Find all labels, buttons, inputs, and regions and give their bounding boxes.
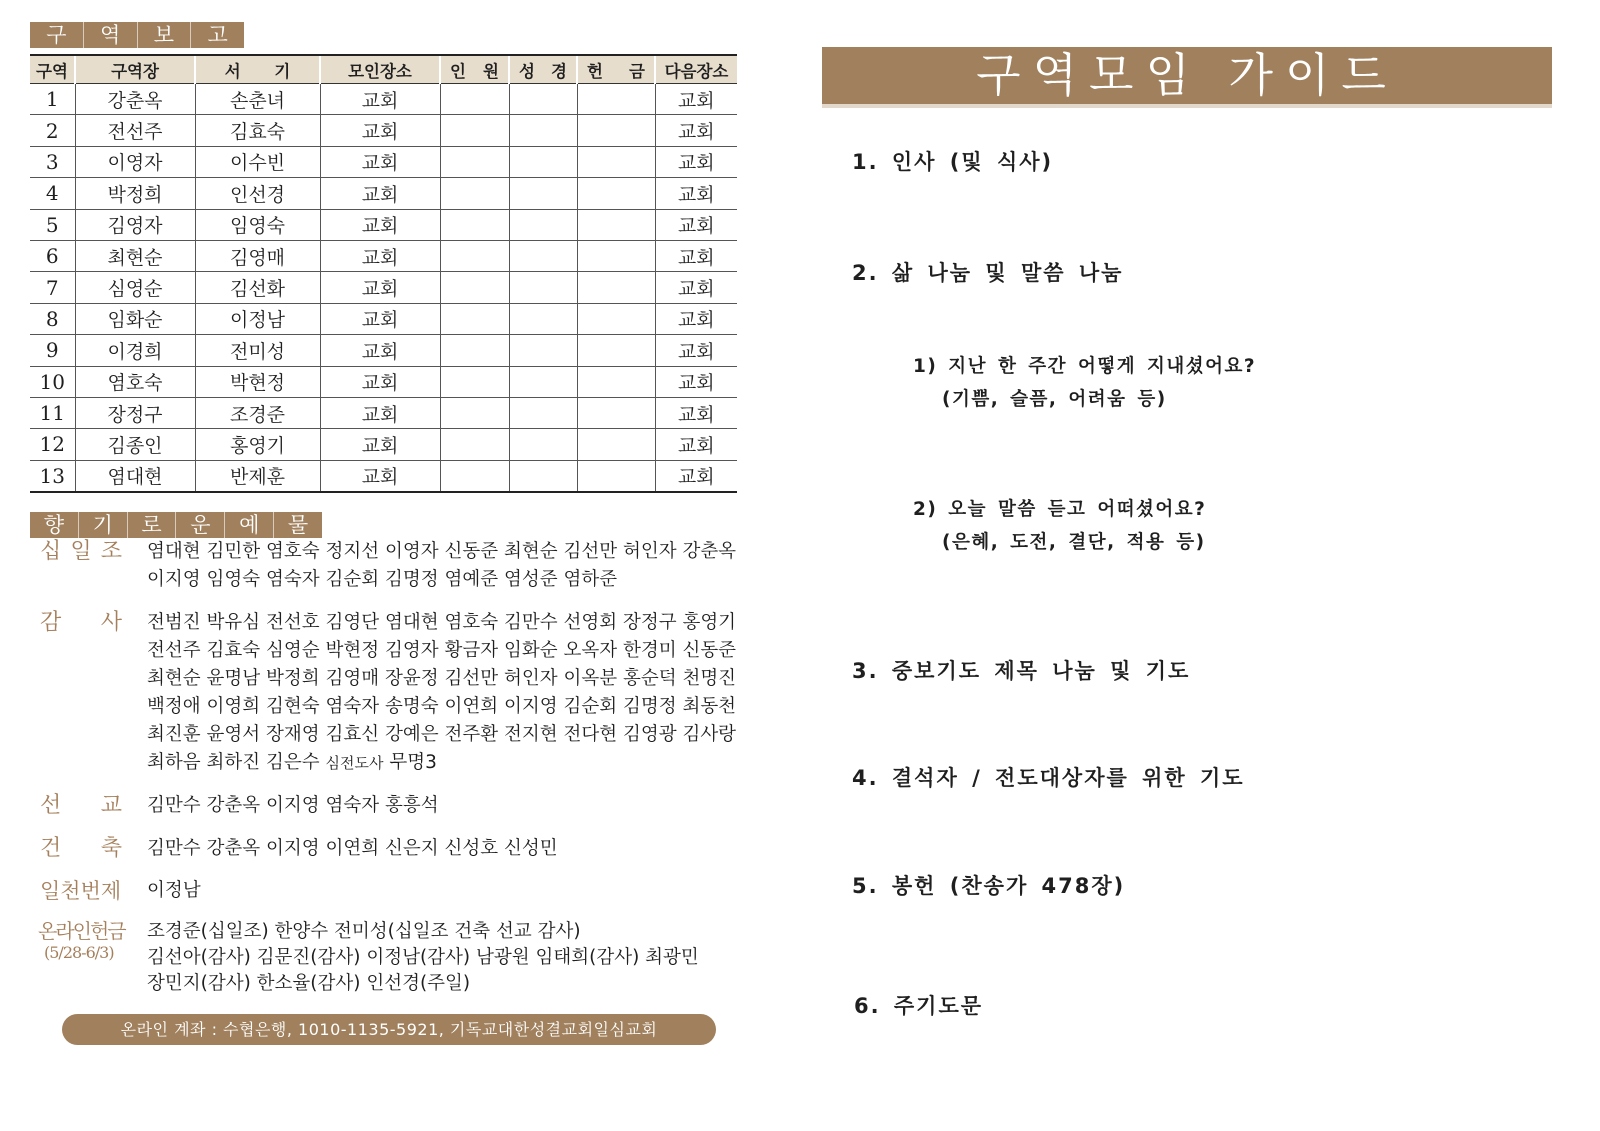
meeting-place-cell: 교회: [320, 240, 440, 271]
next-place-cell: 교회: [655, 146, 737, 177]
district-report-table: [30, 54, 737, 493]
offering-line: [147, 749, 736, 777]
next-place-cell: 교회: [655, 178, 737, 209]
district-number-cell: 6: [30, 240, 75, 271]
offering-label: 십 일 조: [40, 539, 122, 564]
attendance-cell: [440, 84, 509, 115]
district-report-body: [30, 84, 737, 492]
attendance-cell: [440, 272, 509, 303]
next-place-cell: 교회: [655, 460, 737, 491]
offering-names: [147, 835, 558, 863]
bible-reading-cell: [509, 303, 577, 334]
guide-step-offering: 5. 봉헌 (찬송가 478장): [852, 874, 1126, 898]
attendance-cell: [440, 366, 509, 397]
offering-names: [147, 609, 736, 777]
offering-names: [147, 877, 201, 905]
attendance-cell: [440, 146, 509, 177]
guide-step-intercession: 3. 중보기도 제목 나눔 및 기도: [852, 659, 1191, 683]
attendance-cell: [440, 303, 509, 334]
offering-period: (5/28-6/3): [44, 943, 114, 962]
sharing-question-week-hint: (기쁨, 슬픔, 어려움 등): [942, 389, 1167, 410]
offering-amount-cell: [577, 146, 655, 177]
district-leader-cell: 최현순: [75, 240, 195, 271]
attendance-cell: [440, 240, 509, 271]
district-secretary-cell: 김영매: [195, 240, 320, 271]
district-secretary-cell: 김효숙: [195, 115, 320, 146]
offering-amount-cell: [577, 240, 655, 271]
district-leader-cell: 염대현: [75, 460, 195, 491]
district-row: [30, 240, 737, 271]
heading-char: 기: [79, 512, 128, 538]
offering-amount-cell: [577, 429, 655, 460]
next-place-cell: 교회: [655, 272, 737, 303]
next-place-cell: 교회: [655, 84, 737, 115]
district-secretary-cell: 김선화: [195, 272, 320, 303]
heading-char: 예: [225, 512, 274, 538]
guide-step-greeting: 1. 인사 (및 식사): [852, 150, 1054, 174]
offering-amount-cell: [577, 84, 655, 115]
district-secretary-cell: 전미성: [195, 335, 320, 366]
heading-char: 로: [128, 512, 177, 538]
meeting-place-cell: 교회: [320, 178, 440, 209]
district-secretary-cell: 임영숙: [195, 209, 320, 240]
district-leader-cell: 김종인: [75, 429, 195, 460]
attendance-cell: [440, 209, 509, 240]
bible-reading-cell: [509, 209, 577, 240]
offering-label: 일천번제: [40, 879, 122, 903]
offering-line: 전범진 박유심 전선호 김영단 염대현 염호숙 김만수 선영회 장정구 홍영기: [147, 612, 737, 633]
column-header-bible: 성 경: [509, 55, 577, 84]
bible-reading-cell: [509, 460, 577, 491]
attendance-cell: [440, 460, 509, 491]
offering-line: 이지영 임영숙 염숙자 김순회 김명정 염예준 염성준 염하준: [147, 569, 618, 590]
meeting-place-cell: 교회: [320, 460, 440, 491]
district-number-cell: 9: [30, 335, 75, 366]
offering-amount-cell: [577, 303, 655, 334]
offering-line: 전선주 김효숙 심영순 박현정 김영자 황금자 임화순 오옥자 한경미 신동준: [147, 640, 737, 661]
meeting-place-cell: 교회: [320, 335, 440, 366]
offering-label: 감 사: [40, 610, 122, 635]
offering-names: [147, 919, 699, 997]
offering-label: 건 축: [40, 836, 122, 861]
district-number-cell: 5: [30, 209, 75, 240]
offering-label: 온라인헌금: [38, 919, 125, 943]
guide-title: 구역모임 가이드: [822, 47, 1552, 104]
offering-amount-cell: [577, 178, 655, 209]
attendance-cell: [440, 115, 509, 146]
guide-step-outreach-prayer: 4. 결석자 / 전도대상자를 위한 기도: [852, 766, 1245, 790]
district-leader-cell: 임화순: [75, 303, 195, 334]
meeting-place-cell: 교회: [320, 366, 440, 397]
next-place-cell: 교회: [655, 303, 737, 334]
district-leader-cell: 박정희: [75, 178, 195, 209]
district-secretary-cell: 이정남: [195, 303, 320, 334]
offering-amount-cell: [577, 209, 655, 240]
district-secretary-cell: 조경준: [195, 397, 320, 428]
offering-line: 최진훈 윤영서 장재영 김효신 강예은 전주환 전지현 전다현 김영광 김사랑: [147, 724, 737, 745]
district-leader-cell: 심영순: [75, 272, 195, 303]
district-number-cell: 3: [30, 146, 75, 177]
district-number-cell: 7: [30, 272, 75, 303]
offering-line: 조경준(십일조) 한양수 전미성(십일조 건축 선교 감사): [147, 921, 581, 942]
bible-reading-cell: [509, 335, 577, 366]
district-row: [30, 115, 737, 146]
district-secretary-cell: 이수빈: [195, 146, 320, 177]
district-row: [30, 429, 737, 460]
sharing-question-week: 1) 지난 한 주간 어떻게 지내셨어요?: [913, 356, 1257, 377]
district-row: [30, 366, 737, 397]
meeting-place-cell: 교회: [320, 272, 440, 303]
district-row: [30, 460, 737, 491]
offering-amount-cell: [577, 460, 655, 491]
heading-char: 향: [30, 512, 79, 538]
column-header-secretary: 서 기: [195, 55, 320, 84]
online-account-banner: 온라인 계좌 : 수협은행, 1010-1135-5921, 기독교대한성결교회일심교회: [62, 1014, 716, 1045]
offering-amount-cell: [577, 115, 655, 146]
district-secretary-cell: 홍영기: [195, 429, 320, 460]
meeting-place-cell: 교회: [320, 209, 440, 240]
district-leader-cell: 이영자: [75, 146, 195, 177]
district-row: [30, 84, 737, 115]
attendance-cell: [440, 335, 509, 366]
sharing-question-sermon: 2) 오늘 말씀 듣고 어떠셨어요?: [913, 499, 1207, 520]
meeting-place-cell: 교회: [320, 397, 440, 428]
column-header-district: 구역: [30, 55, 75, 84]
district-number-cell: 8: [30, 303, 75, 334]
guide-step-sharing: 2. 삶 나눔 및 말씀 나눔: [852, 261, 1124, 285]
district-leader-cell: 장정구: [75, 397, 195, 428]
offering-amount-cell: [577, 335, 655, 366]
offering-names: [147, 538, 736, 594]
column-header-offering: 헌 금: [577, 55, 655, 84]
offering-line: 백정애 이영희 김현숙 염숙자 송명숙 이연희 이지영 김순회 김명정 최동천: [147, 696, 737, 717]
offering-line: 염대현 김민한 염호숙 정지선 이영자 신동준 최현순 김선만 허인자 강춘옥: [147, 541, 737, 562]
district-number-cell: 11: [30, 397, 75, 428]
offering-line-names: 최하음 최하진 김은수: [147, 752, 320, 773]
district-report-heading: [30, 22, 244, 48]
bible-reading-cell: [509, 240, 577, 271]
bible-reading-cell: [509, 115, 577, 146]
attendance-cell: [440, 397, 509, 428]
heading-char: 보: [138, 22, 192, 48]
district-secretary-cell: 반제훈: [195, 460, 320, 491]
next-place-cell: 교회: [655, 366, 737, 397]
column-header-leader: 구역장: [75, 55, 195, 84]
district-leader-cell: 강춘옥: [75, 84, 195, 115]
offering-label: 선 교: [40, 793, 122, 818]
district-leader-cell: 김영자: [75, 209, 195, 240]
district-number-cell: 2: [30, 115, 75, 146]
district-leader-cell: 염호숙: [75, 366, 195, 397]
district-row: [30, 335, 737, 366]
district-secretary-cell: 박현정: [195, 366, 320, 397]
next-place-cell: 교회: [655, 240, 737, 271]
district-number-cell: 10: [30, 366, 75, 397]
offering-line: 김만수 강춘옥 이지영 이연희 신은지 신성호 신성민: [147, 838, 558, 859]
attendance-cell: [440, 178, 509, 209]
offering-amount-cell: [577, 366, 655, 397]
sharing-question-sermon-hint: (은혜, 도전, 결단, 적용 등): [942, 532, 1206, 553]
district-secretary-cell: 인선경: [195, 178, 320, 209]
district-secretary-cell: 손춘녀: [195, 84, 320, 115]
district-row: [30, 272, 737, 303]
heading-char: 구: [30, 22, 84, 48]
district-number-cell: 1: [30, 84, 75, 115]
bible-reading-cell: [509, 397, 577, 428]
district-leader-cell: 이경희: [75, 335, 195, 366]
meeting-place-cell: 교회: [320, 115, 440, 146]
bible-reading-cell: [509, 366, 577, 397]
bible-reading-cell: [509, 146, 577, 177]
district-row: [30, 178, 737, 209]
column-header-attendance: 인 원: [440, 55, 509, 84]
offering-line: 김만수 강춘옥 이지영 염숙자 홍흥석: [147, 795, 439, 816]
bible-reading-cell: [509, 429, 577, 460]
next-place-cell: 교회: [655, 115, 737, 146]
offering-line: 김선아(감사) 김문진(감사) 이정남(감사) 남광원 임태희(감사) 최광민: [147, 947, 699, 968]
offering-line: 이정남: [147, 880, 201, 901]
guide-step-lords-prayer: 6. 주기도문: [854, 994, 984, 1018]
heading-char: 물: [287, 513, 309, 537]
district-row: [30, 146, 737, 177]
column-header-meeting-place: 모인장소: [320, 55, 440, 84]
heading-char: 역: [84, 22, 138, 48]
next-place-cell: 교회: [655, 335, 737, 366]
district-number-cell: 4: [30, 178, 75, 209]
meeting-place-cell: 교회: [320, 84, 440, 115]
next-place-cell: 교회: [655, 397, 737, 428]
offering-line: 최현순 윤명남 박정희 김영매 장윤정 김선만 허인자 이옥분 홍순덕 천명진: [147, 668, 737, 689]
offerings-heading: [30, 512, 322, 538]
district-row: [30, 303, 737, 334]
table-header-row: [30, 55, 737, 84]
offering-line-title: 심전도사: [325, 754, 384, 772]
bible-reading-cell: [509, 178, 577, 209]
meeting-place-cell: 교회: [320, 146, 440, 177]
district-row: [30, 397, 737, 428]
heading-char: 운: [176, 512, 225, 538]
bible-reading-cell: [509, 84, 577, 115]
offering-amount-cell: [577, 397, 655, 428]
offering-line-after: 무명3: [389, 752, 437, 773]
meeting-place-cell: 교회: [320, 303, 440, 334]
next-place-cell: 교회: [655, 209, 737, 240]
offering-amount-cell: [577, 272, 655, 303]
attendance-cell: [440, 429, 509, 460]
district-leader-cell: 전선주: [75, 115, 195, 146]
district-row: [30, 209, 737, 240]
offering-line: 장민지(감사) 한소율(감사) 인선경(주일): [147, 973, 471, 994]
bible-reading-cell: [509, 272, 577, 303]
district-number-cell: 12: [30, 429, 75, 460]
meeting-place-cell: 교회: [320, 429, 440, 460]
column-header-next-place: 다음장소: [655, 55, 737, 84]
next-place-cell: 교회: [655, 429, 737, 460]
heading-char: 고: [207, 23, 228, 47]
offering-names: [147, 792, 439, 820]
district-number-cell: 13: [30, 460, 75, 491]
